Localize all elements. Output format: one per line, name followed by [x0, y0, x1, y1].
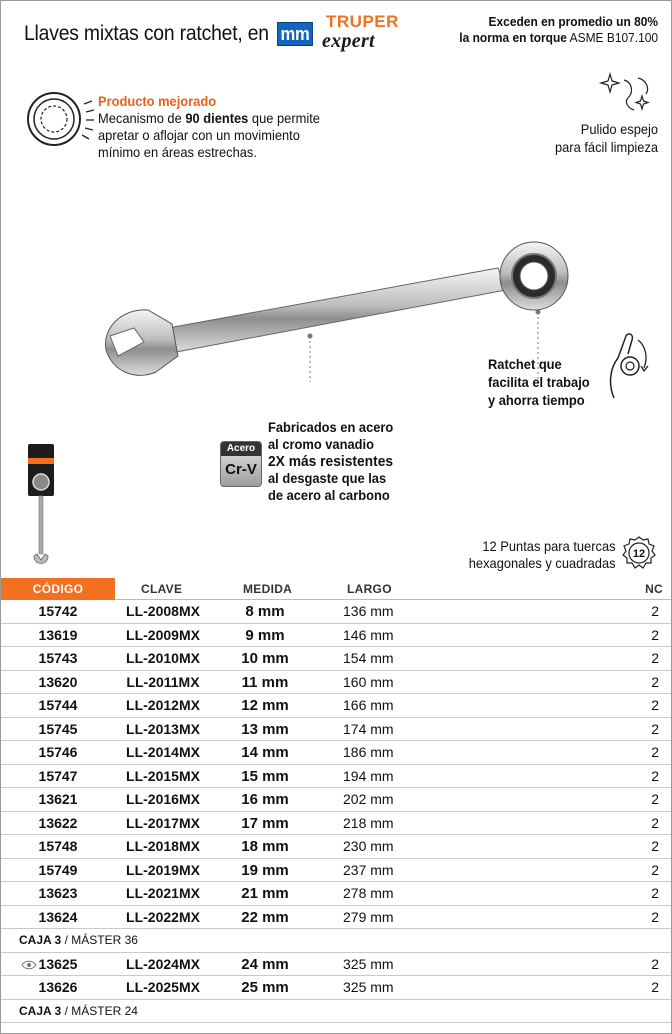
crv-note	[268, 419, 393, 504]
points-badge-text: 12	[632, 548, 646, 560]
table-row	[1, 624, 671, 648]
cell-nc: 2	[651, 861, 659, 878]
cell-clave: LL-2025MX	[126, 979, 200, 995]
cell-nc: 2	[651, 979, 659, 995]
table-row	[1, 976, 671, 1000]
cell-code: 13623	[38, 885, 78, 901]
ratchet-line3: y ahorra tiempo	[488, 392, 585, 408]
cell-largo: 136 mm	[343, 603, 394, 619]
cell-medida: 24 mm	[241, 955, 289, 973]
improved-title: Producto mejorado	[98, 93, 217, 109]
title-text: Llaves mixtas con ratchet, en	[24, 22, 269, 45]
torque-note	[459, 14, 658, 46]
table-body-2	[1, 953, 671, 1000]
cell-largo: 166 mm	[343, 697, 394, 713]
improved-teeth: 90 dientes	[185, 110, 249, 126]
group2-box: CAJA 3	[19, 1003, 62, 1018]
product-table	[1, 578, 671, 1023]
cell-code: 15743	[38, 650, 78, 666]
cell-clave: LL-2024MX	[126, 955, 200, 972]
cell-nc: 2	[651, 720, 659, 737]
cell-largo: 154 mm	[343, 650, 394, 666]
page-title	[24, 22, 313, 46]
points-line1: 12 Puntas para tuercas	[482, 538, 616, 554]
ratchet-ring-icon	[18, 84, 94, 154]
crv-line5: de acero al carbono	[268, 487, 390, 503]
table-row	[1, 859, 671, 883]
cell-medida: 25 mm	[241, 979, 289, 996]
crv-badge-top: Acero	[221, 442, 261, 456]
cell-nc: 2	[651, 744, 659, 760]
cell-largo: 186 mm	[343, 744, 394, 760]
cell-clave: LL-2014MX	[126, 744, 200, 760]
cell-clave: LL-2021MX	[126, 885, 200, 901]
cell-largo: 146 mm	[343, 626, 394, 643]
cell-code: 15744	[38, 697, 78, 713]
table-row	[1, 671, 671, 695]
table-row	[1, 812, 671, 836]
cell-medida: 16 mm	[241, 791, 289, 808]
cell-largo: 325 mm	[343, 955, 394, 972]
polish-note	[555, 120, 658, 156]
cell-clave: LL-2016MX	[126, 791, 200, 807]
ratchet-hand-icon	[604, 328, 650, 402]
cell-largo: 174 mm	[343, 720, 394, 737]
cell-clave: LL-2015MX	[126, 767, 200, 784]
sparkle-icon	[598, 68, 656, 118]
cell-largo: 325 mm	[343, 979, 394, 995]
cell-medida: 19 mm	[241, 861, 289, 879]
table-row	[1, 765, 671, 789]
cell-code: 13620	[38, 673, 78, 690]
group1-master: / MÁSTER 36	[64, 933, 138, 947]
cell-medida: 21 mm	[241, 885, 289, 902]
crv-badge-symbol: Cr-V	[225, 461, 257, 478]
cell-clave: LL-2009MX	[126, 626, 200, 643]
cell-nc: 2	[651, 838, 659, 854]
table-header	[1, 578, 671, 600]
cell-code: 15747	[38, 767, 78, 784]
header-largo: LARGO	[347, 582, 392, 596]
cell-medida: 10 mm	[241, 650, 289, 667]
torque-line1: Exceden en promedio un	[488, 14, 631, 29]
table-body-1	[1, 600, 671, 929]
cell-code: 15749	[38, 861, 78, 878]
table-row	[1, 906, 671, 930]
cell-medida: 15 mm	[241, 767, 289, 785]
table-row	[1, 741, 671, 765]
cell-largo: 278 mm	[343, 885, 394, 901]
polish-line1: Pulido espejo	[580, 121, 658, 137]
cell-medida: 12 mm	[241, 697, 289, 714]
header-medida: MEDIDA	[243, 582, 293, 596]
cell-nc: 2	[651, 673, 659, 690]
table-row	[1, 835, 671, 859]
cell-code: 13626	[38, 979, 78, 995]
cell-code: 13621	[38, 791, 78, 807]
table-row	[1, 953, 671, 977]
brand-truper: TRUPER	[326, 12, 399, 31]
table-row	[1, 647, 671, 671]
improved-line2: apretar o aflojar con un movimiento	[98, 127, 300, 143]
cell-code: 15745	[38, 720, 78, 737]
ratchet-line2: facilita el trabajo	[488, 374, 590, 390]
table-row	[1, 882, 671, 906]
cell-nc: 2	[651, 650, 659, 666]
crv-line1: Fabricados en acero	[268, 419, 394, 435]
cell-code: 13619	[38, 626, 78, 643]
cell-largo: 202 mm	[343, 791, 394, 807]
polish-line2: para fácil limpieza	[554, 139, 658, 155]
cell-nc: 2	[651, 767, 659, 784]
cell-nc: 2	[651, 791, 659, 807]
group1-box: CAJA 3	[19, 933, 62, 947]
cell-largo: 218 mm	[343, 814, 394, 831]
crv-badge	[220, 441, 262, 487]
cell-clave: LL-2012MX	[126, 697, 200, 713]
crv-line2: al cromo vanadio	[268, 436, 374, 452]
points-note	[469, 538, 616, 572]
unit-badge: mm	[277, 22, 313, 46]
cell-largo: 279 mm	[343, 908, 394, 925]
cell-clave: LL-2019MX	[126, 861, 200, 878]
brand-logo	[322, 12, 408, 52]
crv-line4: al desgaste que las	[268, 470, 387, 486]
improved-product-note	[98, 93, 320, 161]
header-code: CÓDIGO	[1, 578, 115, 600]
torque-percent: 80%	[634, 14, 658, 29]
cell-largo: 160 mm	[343, 673, 394, 690]
cell-code: 13625	[38, 955, 78, 972]
cell-clave: LL-2017MX	[126, 814, 200, 831]
cell-nc: 2	[651, 697, 659, 713]
cell-code: 15742	[38, 603, 78, 619]
product-thumbnail	[22, 444, 62, 572]
cell-medida: 8 mm	[245, 603, 285, 620]
cell-medida: 13 mm	[241, 720, 289, 738]
torque-line2: la norma en torque	[459, 30, 567, 45]
cell-medida: 14 mm	[241, 744, 289, 761]
group-row-2	[1, 1000, 671, 1024]
cell-clave: LL-2011MX	[126, 673, 200, 690]
header-clave: CLAVE	[141, 582, 183, 596]
group-row-1	[1, 929, 671, 953]
cell-clave: LL-2018MX	[126, 838, 200, 854]
brand-expert: expert	[322, 30, 375, 52]
table-row	[1, 600, 671, 624]
cell-code: 15746	[38, 744, 78, 760]
cell-largo: 237 mm	[343, 861, 394, 878]
improved-line1c: que permite	[251, 110, 320, 126]
improved-line1a: Mecanismo de	[98, 110, 182, 126]
cell-medida: 17 mm	[241, 814, 289, 832]
crv-line3: 2X más resistentes	[268, 453, 394, 470]
cell-largo: 230 mm	[343, 838, 394, 854]
cell-nc: 2	[651, 626, 659, 643]
table-row	[1, 718, 671, 742]
cell-medida: 11 mm	[241, 673, 289, 691]
cell-medida: 18 mm	[241, 838, 289, 855]
table-row	[1, 694, 671, 718]
improved-line3: mínimo en áreas estrechas.	[98, 144, 257, 160]
group2-master: / MÁSTER 24	[64, 1003, 138, 1018]
cell-code: 15748	[38, 838, 78, 854]
points-line2: hexagonales y cuadradas	[469, 555, 616, 571]
header-nc: NC	[645, 582, 663, 596]
cell-medida: 22 mm	[241, 908, 289, 926]
torque-standard: ASME B107.100	[569, 30, 658, 45]
cell-clave: LL-2013MX	[126, 720, 200, 737]
cell-nc: 2	[651, 603, 659, 619]
cell-clave: LL-2022MX	[126, 908, 200, 925]
cell-clave: LL-2008MX	[126, 603, 200, 619]
cell-code: 13624	[38, 908, 78, 925]
cell-nc: 2	[651, 908, 659, 925]
cell-code: 13622	[38, 814, 78, 831]
cell-nc: 2	[651, 955, 659, 972]
cell-nc: 2	[651, 814, 659, 831]
cell-clave: LL-2010MX	[126, 650, 200, 666]
ratchet-note	[488, 355, 590, 409]
twelve-points-icon	[622, 536, 656, 570]
cell-largo: 194 mm	[343, 767, 394, 784]
cell-nc: 2	[651, 885, 659, 901]
ratchet-line1: Ratchet que	[488, 356, 562, 372]
table-row	[1, 788, 671, 812]
cell-medida: 9 mm	[245, 626, 285, 644]
